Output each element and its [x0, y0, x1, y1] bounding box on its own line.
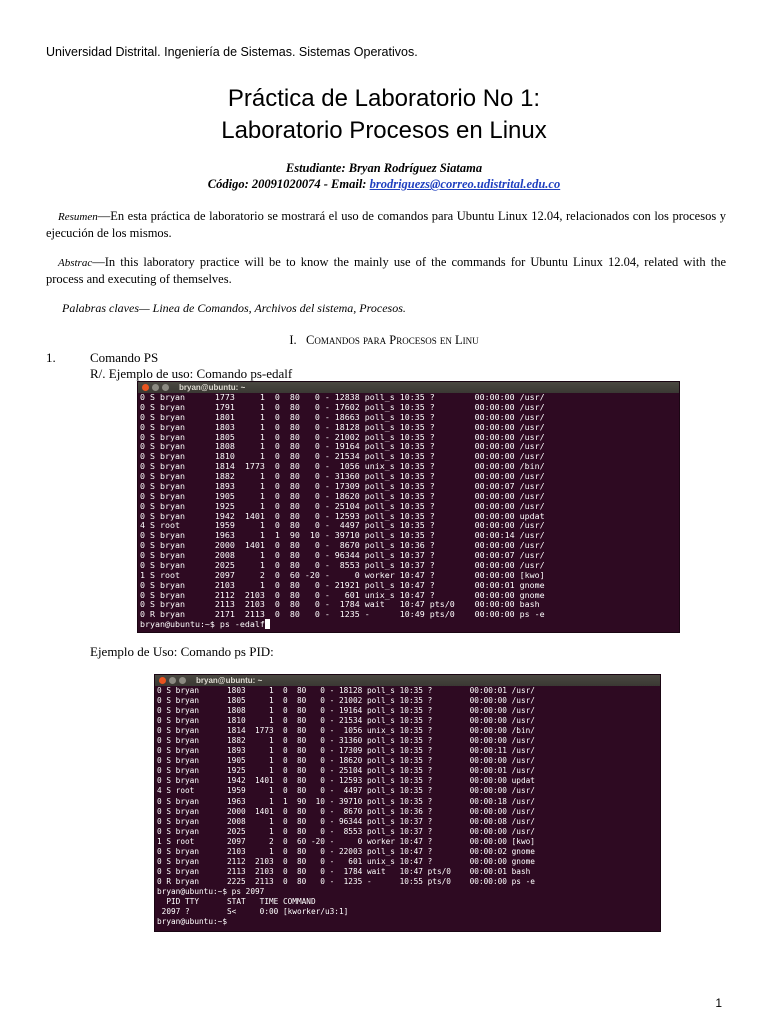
terminal-line: 0 S bryan 1963 1 1 90 10 - 39710 poll_s 10:35 ? 00:00:14 /usr/ — [140, 530, 545, 541]
section-number: I. — [289, 333, 297, 347]
student-line: Estudiante: Bryan Rodríguez Siatama — [285, 161, 483, 175]
terminal-line: 0 S bryan 1808 1 0 80 0 - 19164 poll_s 10:35 ? 00:00:00 /usr/ — [157, 706, 535, 716]
resumen-label: Resumen — [58, 211, 98, 223]
terminal-line: bryan@ubuntu:~$ ps 2097 — [157, 886, 265, 896]
maximize-icon[interactable] — [179, 677, 186, 684]
terminal-line: 0 S bryan 1925 1 0 80 0 - 25104 poll_s 10:35 ? 00:00:01 /usr/ — [157, 766, 535, 776]
resumen-text: —En esta práctica de laboratorio se mostrará el uso de comandos para Ubuntu Linux 12.04, relacionados con los procesos y ejecución de los mismos. — [46, 209, 726, 240]
text-cursor — [265, 619, 270, 629]
terminal-line: 0 S bryan 1905 1 0 80 0 - 18620 poll_s 10:35 ? 00:00:00 /usr/ — [157, 756, 535, 766]
terminal-line: 0 S bryan 1801 1 0 80 0 - 18663 poll_s 10:35 ? 00:00:00 /usr/ — [140, 411, 545, 422]
terminal-line: 0 S bryan 2113 2103 0 80 0 - 1784 wait 10:47 pts/0 00:00:01 bash — [157, 866, 531, 876]
terminal-line: 2097 ? S< 0:00 [kworker/u3:1] — [157, 907, 349, 917]
code-email-line — [0, 176, 768, 192]
terminal-line: 0 S bryan 2000 1401 0 80 0 - 8670 poll_s 10:36 ? 00:00:00 /usr/ — [140, 540, 545, 551]
terminal-line: 0 S bryan 1893 1 0 80 0 - 17309 poll_s 10:35 ? 00:00:11 /usr/ — [157, 746, 535, 756]
terminal-line: 0 S bryan 1803 1 0 80 0 - 18128 poll_s 10:35 ? 00:00:01 /usr/ — [157, 686, 535, 695]
section-title: Comandos para Procesos en Linu — [306, 333, 479, 347]
terminal-line: 0 S bryan 1942 1401 0 80 0 - 12593 poll_s 10:35 ? 00:00:00 updat — [157, 776, 535, 786]
terminal-line: 0 S bryan 1773 1 0 80 0 - 12838 poll_s 10:35 ? 00:00:00 /usr/ — [140, 392, 545, 402]
abstract-text: —In this laboratory practice will be to know the mainly use of the commands for Ubuntu Linux 12.04, related with the process and executing of themselves. — [46, 255, 726, 286]
maximize-icon[interactable] — [162, 384, 169, 391]
item-subtitle: R/. Ejemplo de uso: Comando ps-edalf — [90, 366, 293, 381]
terminal-line: 0 S bryan 1810 1 0 80 0 - 21534 poll_s 10:35 ? 00:00:00 /usr/ — [157, 716, 535, 726]
page-title-line-2: Laboratorio Procesos en Linux — [221, 117, 547, 144]
terminal-prompt — [140, 620, 679, 630]
item-title: Comando PS — [90, 350, 159, 365]
terminal-window-2 — [154, 674, 661, 932]
minimize-icon[interactable] — [152, 384, 159, 391]
terminal-line: 0 S bryan 1963 1 1 90 10 - 39710 poll_s 10:35 ? 00:00:18 /usr/ — [157, 796, 535, 806]
terminal-line: 0 S bryan 1805 1 0 80 0 - 21002 poll_s 10:35 ? 00:00:00 /usr/ — [140, 431, 545, 442]
terminal-line: 0 S bryan 2103 1 0 80 0 - 21921 poll_s 10:47 ? 00:00:01 gnome — [140, 579, 545, 590]
terminal-line: 0 S bryan 1791 1 0 80 0 - 17602 poll_s 10:35 ? 00:00:00 /usr/ — [140, 401, 545, 412]
email-link[interactable]: brodriguezs@correo.udistrital.edu.co — [369, 177, 561, 191]
terminal-line: 0 S bryan 1808 1 0 80 0 - 19164 poll_s 10:35 ? 00:00:00 /usr/ — [140, 441, 545, 452]
terminal-line: 0 S bryan 2000 1401 0 80 0 - 8670 poll_s 10:36 ? 00:00:00 /usr/ — [157, 806, 535, 816]
terminal-line: 1 S root 2097 2 0 60 -20 - 0 worker 10:47 ? 00:00:00 [kwo] — [157, 836, 535, 846]
prompt-text: bryan@ubuntu:~$ ps -edalf — [140, 619, 265, 630]
section-heading — [0, 333, 768, 348]
terminal-line: 0 R bryan 2171 2113 0 80 0 - 1235 - 10:49 pts/0 00:00:00 ps -e — [140, 609, 545, 620]
terminal-line: 0 S bryan 2025 1 0 80 0 - 8553 poll_s 10:37 ? 00:00:00 /usr/ — [140, 559, 545, 570]
terminal-line: 0 S bryan 1814 1773 0 80 0 - 1056 unix_s 10:35 ? 00:00:00 /bin/ — [157, 726, 535, 736]
terminal-output[interactable] — [138, 393, 679, 630]
terminal-line: 1 S root 2097 2 0 60 -20 - 0 worker 10:47 ? 00:00:00 [kwo] — [140, 569, 545, 580]
close-icon[interactable] — [159, 677, 166, 684]
close-icon[interactable] — [142, 384, 149, 391]
terminal-line: 0 S bryan 1803 1 0 80 0 - 18128 poll_s 10:35 ? 00:00:00 /usr/ — [140, 421, 545, 432]
terminal-line: 0 S bryan 2112 2103 0 80 0 - 601 unix_s 10:47 ? 00:00:00 gnome — [140, 589, 545, 600]
terminal-output[interactable] — [155, 686, 660, 927]
terminal-line: 0 S bryan 1905 1 0 80 0 - 18620 poll_s 10:35 ? 00:00:00 /usr/ — [140, 490, 545, 501]
terminal-line: 0 S bryan 1882 1 0 80 0 - 31360 poll_s 10:35 ? 00:00:00 /usr/ — [157, 736, 535, 746]
terminal-titlebar — [155, 675, 660, 686]
resumen-paragraph — [46, 208, 726, 241]
terminal-line: 0 S bryan 1893 1 0 80 0 - 17309 poll_s 10:35 ? 00:00:07 /usr/ — [140, 480, 545, 491]
terminal-line: bryan@ubuntu:~$ — [157, 917, 227, 927]
page-title-line-1: Práctica de Laboratorio No 1: — [227, 85, 541, 112]
terminal-line: 0 S bryan 1805 1 0 80 0 - 21002 poll_s 10:35 ? 00:00:00 /usr/ — [157, 696, 535, 706]
terminal-line: PID TTY STAT TIME COMMAND — [157, 896, 316, 906]
code-label: Código: 20091020074 - Email: — [207, 177, 370, 191]
abstract-label: Abstrac — [58, 257, 93, 269]
terminal-title: bryan@ubuntu: ~ — [196, 676, 263, 685]
terminal-line: 0 S bryan 1942 1401 0 80 0 - 12593 poll_s 10:35 ? 00:00:00 updat — [140, 510, 545, 521]
terminal-line: 0 S bryan 1814 1773 0 80 0 - 1056 unix_s 10:35 ? 00:00:00 /bin/ — [140, 461, 545, 472]
terminal-line: 0 S bryan 2008 1 0 80 0 - 96344 poll_s 10:37 ? 00:00:08 /usr/ — [157, 816, 535, 826]
keywords: Palabras claves— Linea de Comandos, Archivos del sistema, Procesos. — [62, 301, 406, 315]
terminal-line: 0 R bryan 2225 2113 0 80 0 - 1235 - 10:55 pts/0 00:00:00 ps -e — [157, 876, 535, 886]
abstract-paragraph — [46, 254, 726, 287]
terminal-line: 0 S bryan 2025 1 0 80 0 - 8553 poll_s 10:37 ? 00:00:00 /usr/ — [157, 826, 535, 836]
terminal-line: 0 S bryan 2113 2103 0 80 0 - 1784 wait 10:47 pts/0 00:00:00 bash — [140, 599, 540, 610]
terminal-line: 0 S bryan 2112 2103 0 80 0 - 601 unix_s 10:47 ? 00:00:00 gnome — [157, 856, 535, 866]
example-2-title: Ejemplo de Uso: Comando ps PID: — [90, 644, 274, 659]
terminal-window-1 — [137, 381, 680, 633]
terminal-line: 0 S bryan 1882 1 0 80 0 - 31360 poll_s 10:35 ? 00:00:00 /usr/ — [140, 471, 545, 481]
terminal-line: 4 S root 1959 1 0 80 0 - 4497 poll_s 10:35 ? 00:00:00 /usr/ — [140, 520, 545, 531]
minimize-icon[interactable] — [169, 677, 176, 684]
terminal-line: 0 S bryan 1925 1 0 80 0 - 25104 poll_s 10:35 ? 00:00:00 /usr/ — [140, 500, 545, 511]
terminal-title: bryan@ubuntu: ~ — [179, 383, 246, 392]
terminal-line: 0 S bryan 1810 1 0 80 0 - 21534 poll_s 10:35 ? 00:00:00 /usr/ — [140, 451, 545, 462]
terminal-line: 0 S bryan 2008 1 0 80 0 - 96344 poll_s 10:37 ? 00:00:07 /usr/ — [140, 550, 545, 560]
page-number: 1 — [715, 996, 722, 1010]
page-header: Universidad Distrital. Ingeniería de Sistemas. Sistemas Operativos. — [46, 45, 418, 59]
terminal-line: 4 S root 1959 1 0 80 0 - 4497 poll_s 10:35 ? 00:00:00 /usr/ — [157, 786, 535, 796]
item-number: 1. — [46, 350, 56, 365]
terminal-line: 0 S bryan 2103 1 0 80 0 - 22003 poll_s 10:47 ? 00:00:02 gnome — [157, 846, 535, 856]
